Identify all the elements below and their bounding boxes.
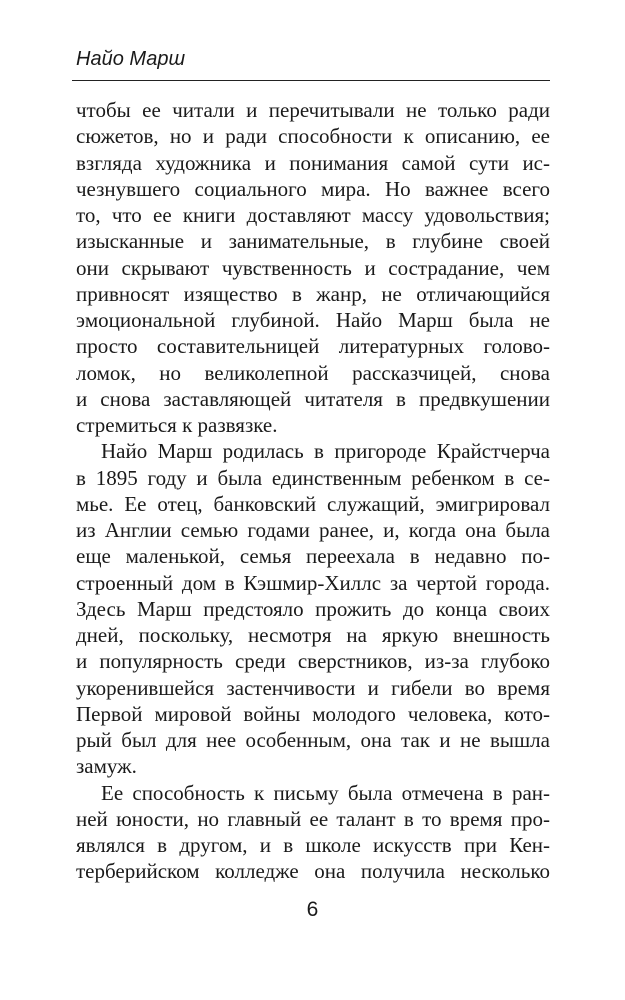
text-line: Ее способность к письму была отмечена в ран- — [101, 780, 550, 805]
text-line: Здесь Марш предстояло прожить до конца своих — [76, 596, 550, 621]
text-line: мье. Ее отец, банковский служащий, эмигрировал — [76, 491, 550, 516]
text-line: укоренившейся застенчивости и гибели во время — [76, 675, 550, 700]
text-line: эмоциональной глубиной. Найо Марш была не — [76, 308, 550, 332]
page-number: 6 — [306, 898, 319, 921]
text-line: ломок, но великолепной рассказчицей, снова — [76, 360, 550, 385]
text-line: еще маленькой, семья переехала в недавно по- — [76, 544, 550, 569]
text-line: в 1895 году и была единственным ребенком в се- — [76, 465, 550, 490]
text-line: терберийском колледже она получила несколько — [76, 859, 550, 884]
text-line: из Англии семью годами ранее, и, когда она была — [76, 518, 550, 542]
text-line: Найо Марш родилась в пригороде Крайстчерча — [101, 439, 550, 464]
text-line: то, что ее книги доставляют массу удовольствия; — [76, 203, 550, 227]
text-line: Первой мировой войны молодого человека, кото- — [76, 701, 550, 726]
text-line: ней юности, но главный ее талант в то время про- — [76, 806, 550, 831]
text-line: привносят изящество в жанр, не отличающийся — [76, 281, 550, 306]
text-line: чтобы ее читали и перечитывали не только ради — [76, 98, 550, 122]
text-line: они скрывают чувственность и сострадание, чем — [76, 255, 550, 280]
paragraph-continued — [76, 97, 550, 438]
text-line: стремиться к развязке. — [76, 413, 278, 437]
paragraph-birth — [76, 438, 550, 779]
text-line: дней, поскольку, несмотря на яркую внешность — [76, 623, 550, 647]
text-line: просто составительницей литературных голово- — [76, 334, 550, 359]
text-line: рый был для нее особенным, она так и не вышла — [76, 728, 550, 752]
text-line: замуж. — [76, 754, 137, 779]
body-text — [76, 97, 550, 885]
text-line: и популярность среди сверстников, из-за глубоко — [76, 649, 550, 674]
text-line: изысканные и занимательные, в глубине своей — [76, 229, 550, 254]
text-line: чезнувшего социального мира. Но важнее всего — [76, 176, 550, 201]
text-line: сюжетов, но и ради способности к описанию, ее — [76, 124, 550, 149]
running-head-title: Найо Марш — [76, 48, 186, 70]
text-line: являлся в другом, и в школе искусств при Кен- — [76, 833, 550, 857]
text-line: строенный дом в Кэшмир-Хиллс за чертой города. — [76, 570, 550, 595]
text-line: и снова заставляющей читателя в предвкушении — [76, 386, 550, 411]
paragraph-talent — [76, 780, 550, 885]
header-rule — [72, 80, 550, 81]
text-line: взгляда художника и понимания самой сути ис- — [76, 150, 550, 175]
